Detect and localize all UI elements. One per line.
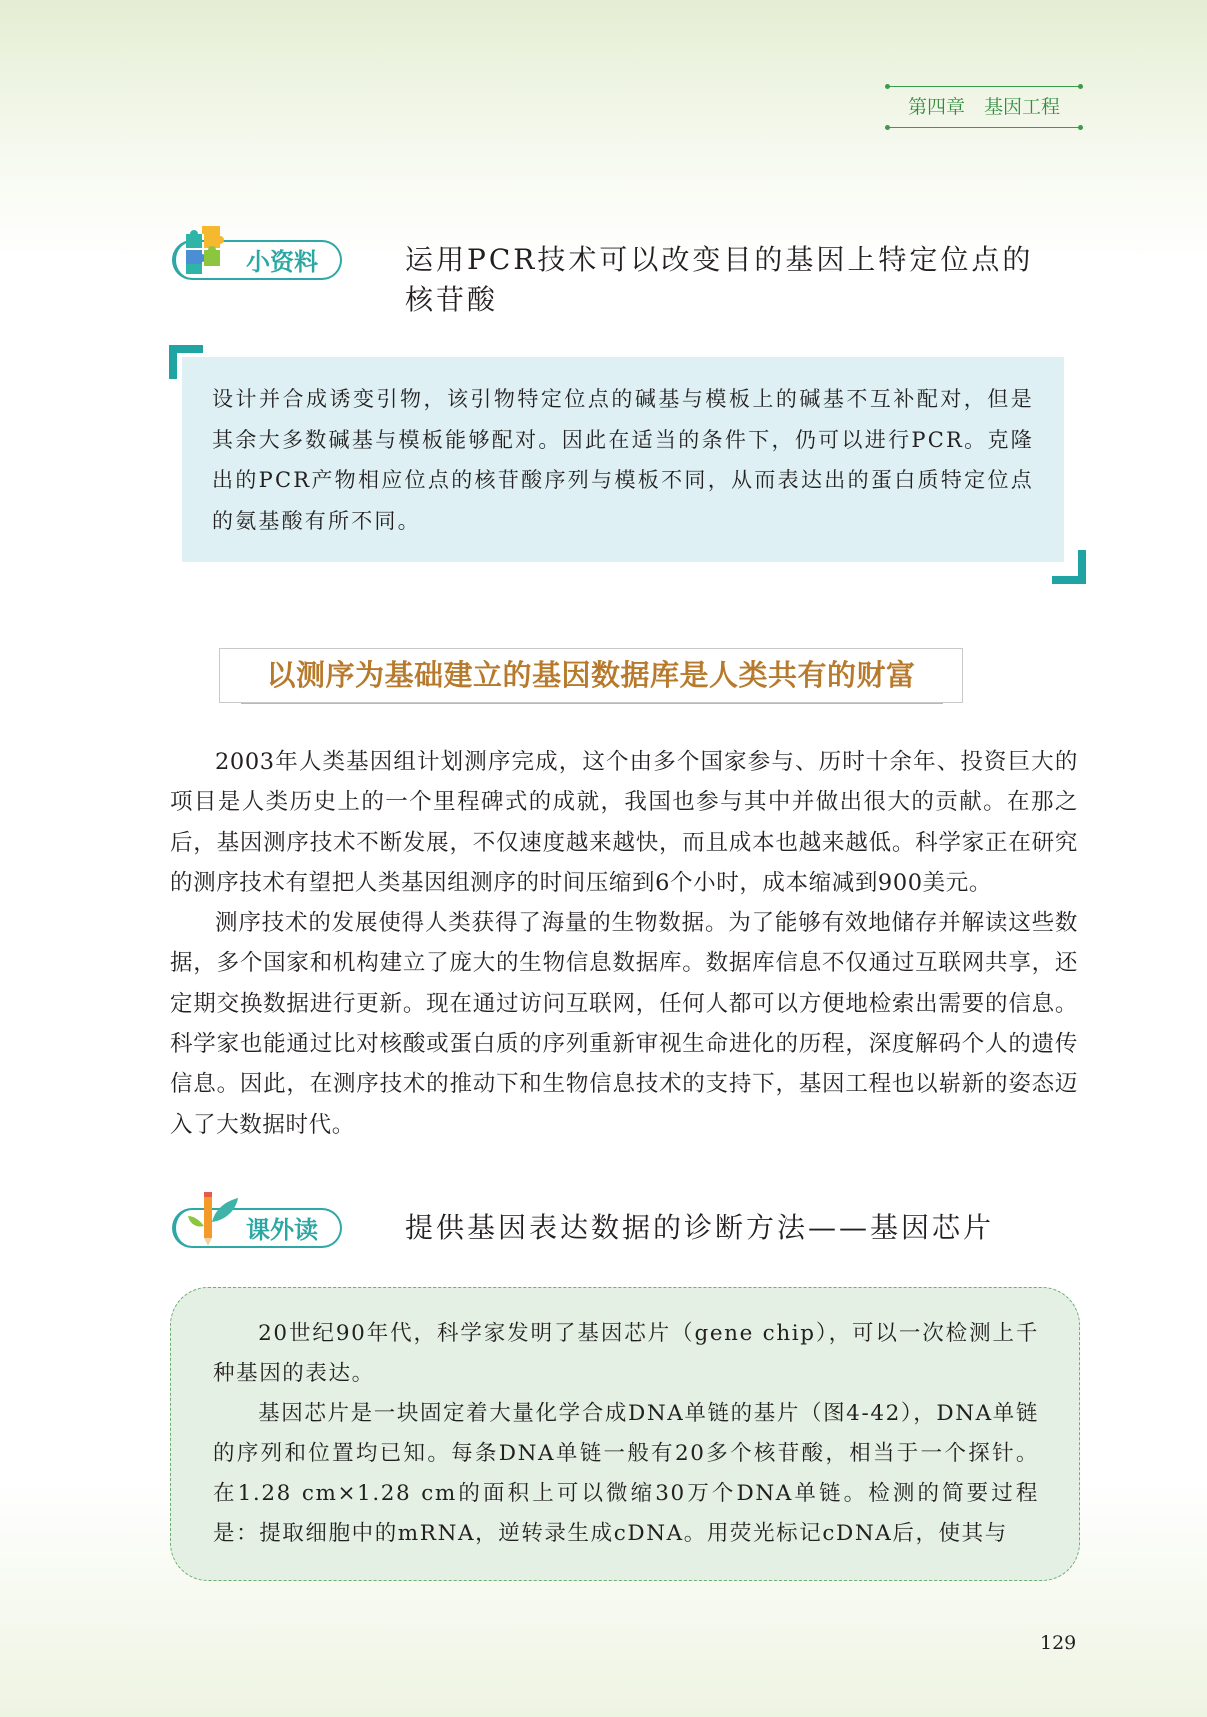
reading-badge-label: 课外读 bbox=[246, 1216, 318, 1244]
body-paragraph-2: 测序技术的发展使得人类获得了海量的生物数据。为了能够有效地储存并解读这些数据，多个国家和机构建立了庞大的生物信息数据库。数据库信息不仅通过互联网共享，还定期交换数据进行更新。现在通过访问互联网，任何人都可以方便地检索出需要的信息。科学家也能通过比对核酸或蛋白质的序列重新审视生命进化的历程，深度解码个人的遗传信息。因此，在测序技术的推动下和生物信息技术的支持下，基因工程也以崭新的姿态迈入了大数据时代。 bbox=[170, 910, 1078, 1138]
info-badge-label: 小资料 bbox=[246, 248, 318, 276]
chapter-header bbox=[888, 86, 1080, 128]
info-title-line2: 核苷酸 bbox=[405, 283, 499, 316]
body-text bbox=[170, 742, 1078, 1145]
info-title-line1: 运用PCR技术可以改变目的基因上特定位点的 bbox=[405, 243, 1034, 276]
page-number: 129 bbox=[1040, 1632, 1077, 1654]
section-heading: 以测序为基础建立的基因数据库是人类共有的财富 bbox=[266, 658, 916, 692]
reading-paragraph-2: 基因芯片是一块固定着大量化学合成DNA单链的基片（图4-42），DNA单链的序列和位置均已知。每条DNA单链一般有20多个核苷酸，相当于一个探针。在1.28 cm×1.28 cm的面积上可以微缩30万个DNA单链。检测的简要过程是：提取细胞中的mRNA，逆转录生成cDNA。用荧光标记cDNA后，使其与 bbox=[213, 1401, 1039, 1546]
body-paragraph-1: 2003年人类基因组计划测序完成，这个由多个国家参与、历时十余年、投资巨大的项目是人类历史上的一个里程碑式的成就，我国也参与其中并做出很大的贡献。在那之后，基因测序技术不断发展，不仅速度越来越快，而且成本也越来越低。科学家正在研究的测序技术有望把人类基因组测序的时间压缩到6个小时，成本缩减到900美元。 bbox=[170, 749, 1078, 896]
info-box-text: 设计并合成诱变引物，该引物特定位点的碱基与模板上的碱基不互补配对，但是其余大多数碱基与模板能够配对。因此在适当的条件下，仍可以进行PCR。克隆出的PCR产物相应位点的核苷酸序列与模板不同，从而表达出的蛋白质特定位点的氨基酸有所不同。 bbox=[212, 387, 1034, 533]
puzzle-icon bbox=[184, 224, 240, 276]
corner-mark-bottom-right bbox=[1052, 550, 1086, 584]
reading-title: 提供基因表达数据的诊断方法——基因芯片 bbox=[405, 1211, 995, 1244]
info-box bbox=[182, 357, 1064, 562]
reading-box bbox=[170, 1287, 1080, 1581]
reading-paragraph-1: 20世纪90年代，科学家发明了基因芯片（gene chip），可以一次检测上千种基因的表达。 bbox=[213, 1321, 1039, 1386]
chapter-title: 第四章 基因工程 bbox=[907, 96, 1060, 118]
pencil-leaf-icon bbox=[186, 1186, 242, 1248]
